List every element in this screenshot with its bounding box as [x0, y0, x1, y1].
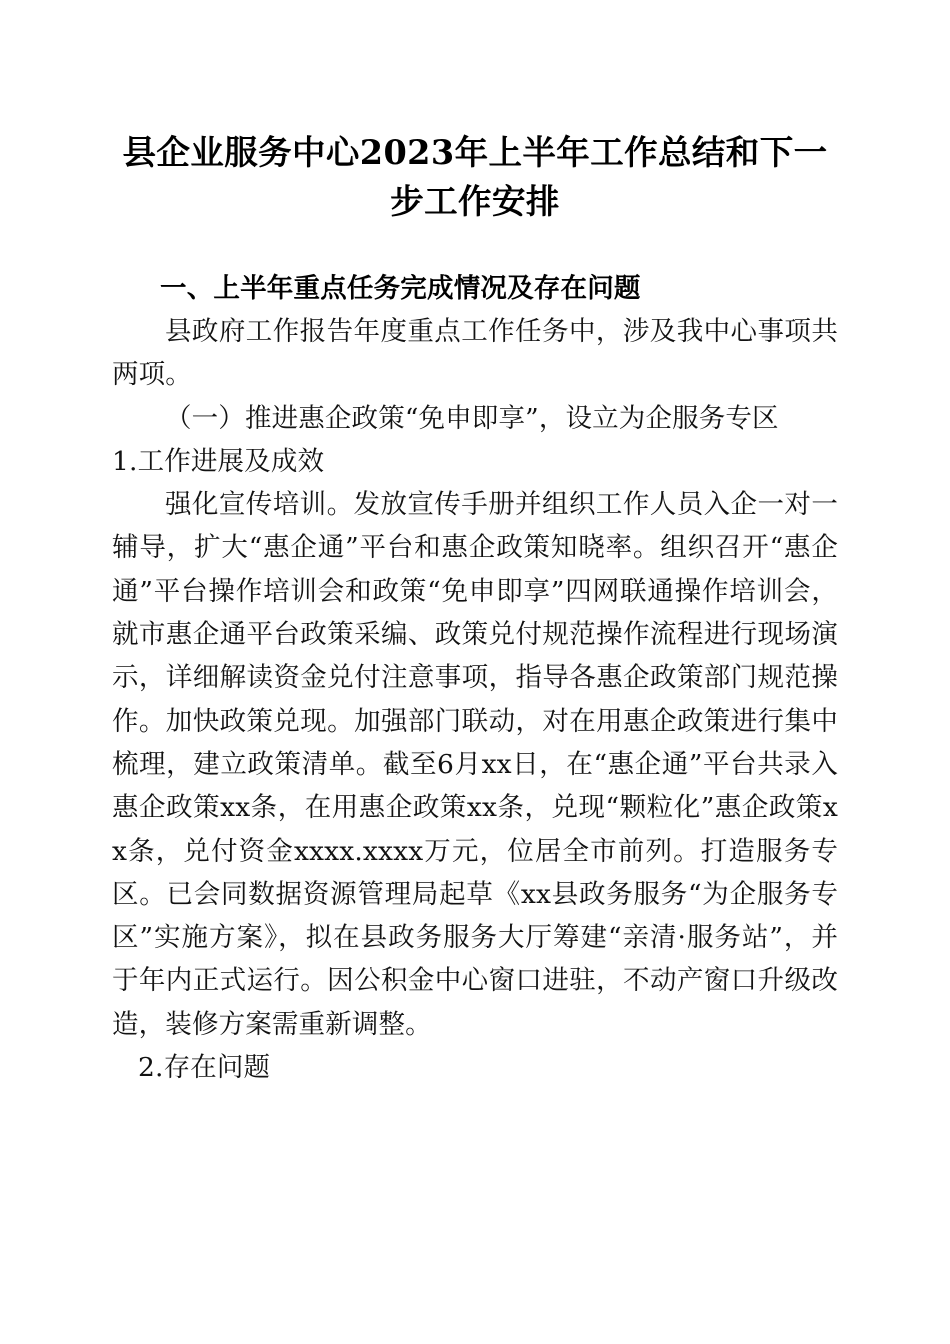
- document-content: [112, 0, 838, 1089]
- item-heading-existing-problems: 2.存在问题: [138, 1052, 271, 1084]
- section-heading-one: 一、上半年重点任务完成情况及存在问题: [160, 273, 641, 303]
- page-title: 县企业服务中心2023年上半年工作总结和下一步工作安排: [122, 133, 828, 221]
- item-heading-work-progress: 1.工作进展及成效: [112, 445, 325, 477]
- paragraph-intro: 县政府工作报告年度重点工作任务中，涉及我中心事项共两项。: [112, 316, 838, 391]
- subsection-heading-one: （一）推进惠企政策“免申即享”，设立为企服务专区: [165, 402, 779, 434]
- paragraph-work-progress: 强化宣传培训。发放宣传手册并组织工作人员入企一对一辅导，扩大“惠企通”平台和惠企政策知晓率。组织召开“惠企通”平台操作培训会和政策“免申即享”四网联通操作培训会，就市惠企通平台政策采编、政策兑付规范操作流程进行现场演示，详细解读资金兑付注意事项，指导各惠企政策部门规范操作。加快政策兑现。加强部门联动，对在用惠企政策进行集中梳理，建立政策清单。截至6月xx日，在“惠企通”平台共录入惠企政策xx条，在用惠企政策xx条，兑现“颗粒化”惠企政策xx条，兑付资金xxxx.xxxx万元，位居全市前列。打造服务专区。已会同数据资源管理局起草《xx县政务服务“为企服务专区”实施方案》，拟在县政务服务大厅筹建“亲清·服务站”，并于年内正式运行。因公积金中心窗口进驻，不动产窗口升级改造，装修方案需重新调整。: [112, 489, 838, 1040]
